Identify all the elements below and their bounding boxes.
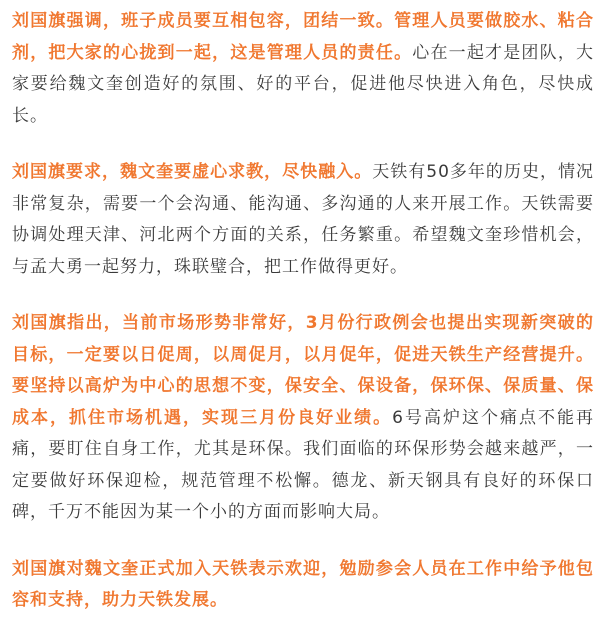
- paragraph-1-text: 心在一起才是团队，大家要给魏文奎创造好的氛围、好的平台，促进他尽快进入角色，尽快成长。: [12, 42, 595, 126]
- paragraph-3-highlight: 刘国旗指出，当前市场形势非常好，3月份行政例会也提出实现新突破的目标，一定要以日促周，以周促月，以月促年，促进天铁生产经营提升。要坚持以高炉为中心的思想不变，保安全、保设备，保环保、保质量、保成本，抓住市场机遇，实现三月份良好业绩。: [12, 313, 594, 428]
- paragraph-1: [12, 6, 594, 132]
- paragraph-1-highlight: 刘国旗强调，班子成员要互相包容，团结一致。管理人员要做胶水、粘合剂，把大家的心拢到一起，这是管理人员的责任。: [12, 11, 594, 63]
- paragraph-3: [12, 308, 594, 529]
- paragraph-2-highlight: 刘国旗要求，魏文奎要虚心求教，尽快融入。: [12, 162, 373, 182]
- paragraph-4-highlight: 刘国旗对魏文奎正式加入天铁表示欢迎，勉励参会人员在工作中给予他包容和支持，助力天铁发展。: [12, 558, 594, 610]
- paragraph-4: [12, 554, 594, 617]
- paragraph-2: [12, 157, 594, 283]
- paragraph-3-text: 6号高炉这个痛点不能再痛，要盯住自身工作，尤其是环保。我们面临的环保形势会越来越严，一定要做好环保迎检，规范管理不松懈。德龙、新天钢具有良好的环保口碑，千万不能因为某一个小的方面而影响大局。: [12, 407, 594, 522]
- paragraph-2-text: 天铁有50多年的历史，情况非常复杂，需要一个会沟通、能沟通、多沟通的人来开展工作。天铁需要协调处理天津、河北两个方面的关系，任务繁重。希望魏文奎珍惜机会，与孟大勇一起努力，珠联璧合，把工作做得更好。: [12, 162, 594, 277]
